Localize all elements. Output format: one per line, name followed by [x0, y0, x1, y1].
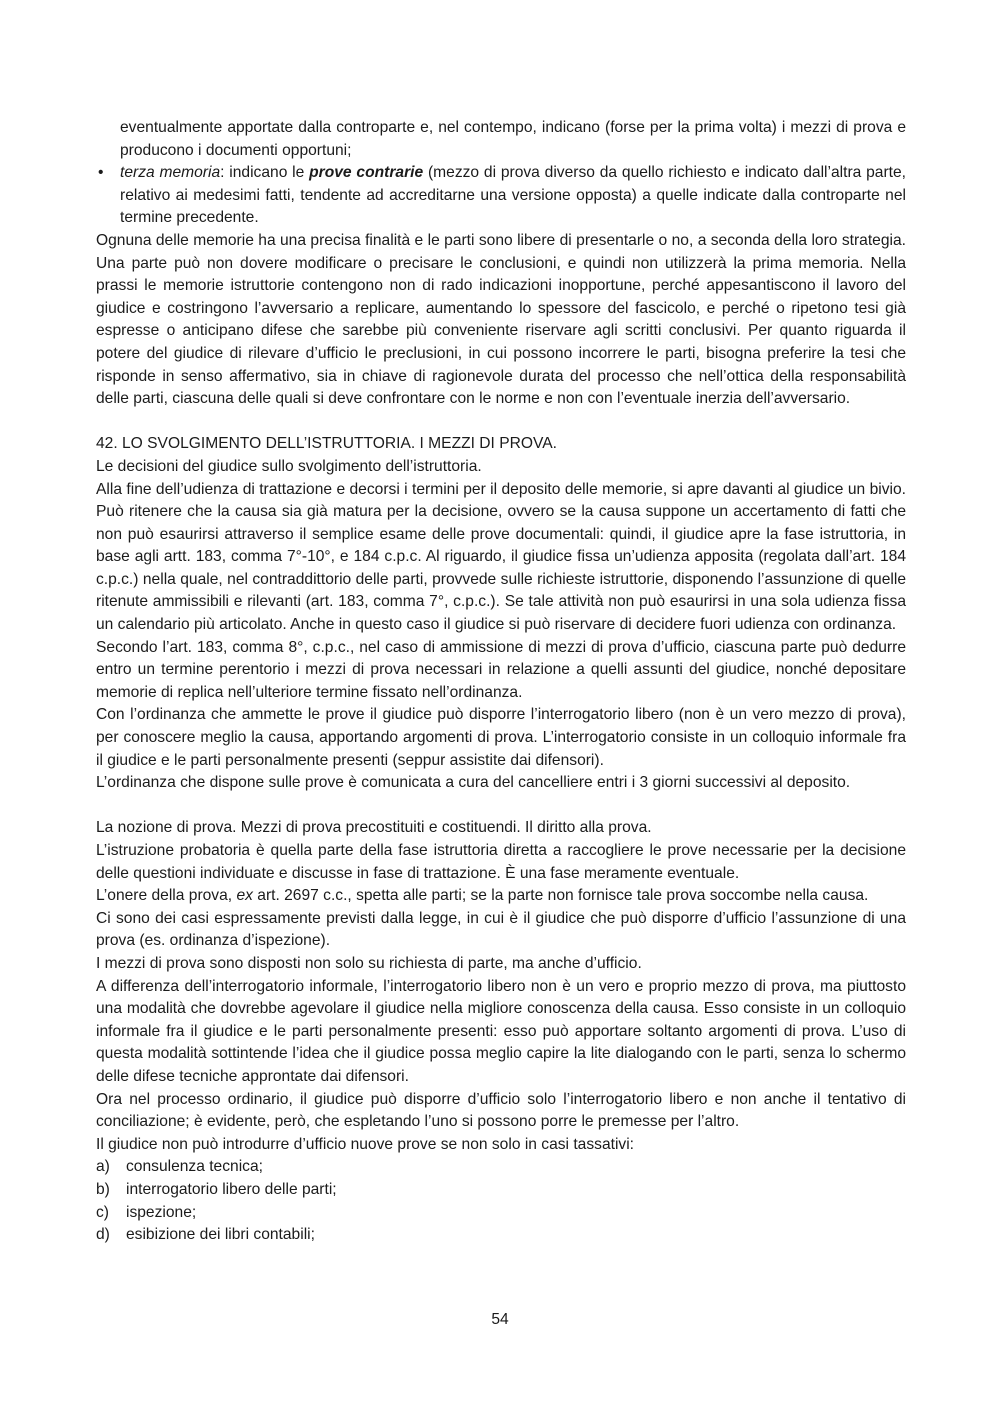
- sub-heading-nozione: La nozione di prova. Mezzi di prova precostituiti e costituendi. Il diritto alla prova.: [96, 819, 652, 837]
- list-text: interrogatorio libero delle parti;: [126, 1180, 337, 1198]
- list-item: [96, 1179, 906, 1202]
- bullet-label: terza memoria: [120, 164, 221, 182]
- onere-italic: ex: [236, 887, 253, 905]
- list-text: consulenza tecnica;: [126, 1158, 263, 1176]
- paragraph-ora: Ora nel processo ordinario, il giudice può disporre d’ufficio solo l’interrogatorio libero e non anche il tentativo di conciliazione; è evidente, però, che espletando l’uno si possono porre le premesse per l’altro.: [96, 1090, 906, 1131]
- bullet-icon: •: [98, 164, 104, 182]
- bullet-text-2: (mezzo di prova diverso da quello richiesto e indicato dall’altra parte, relativo ai medesimi fatti, tendente ad accreditarne una versione opposta) a quelle indicate dalla controparte nel termine precedente.: [120, 164, 907, 227]
- paragraph-onere: [96, 885, 906, 908]
- list-text: ispezione;: [126, 1203, 197, 1221]
- paragraph-differenza: A differenza dell’interrogatorio informale, l’interrogatorio libero non è un vero e proprio mezzo di prova, ma piuttosto una modalità che dovrebbe agevolare il giudice nella migliore conoscenza della causa. Esso consiste in un colloquio informale fra il giudice e le parti personalmente presenti: esso può apportare soltanto argomenti di prova. L’uso di questa modalità sottintende l’idea che il giudice possa meglio capire la lite dialogando con le parti, senza lo schermo delle difese tecniche approntate dai difensori.: [96, 977, 906, 1085]
- list-letter: b): [96, 1180, 110, 1198]
- list-letter: c): [96, 1203, 109, 1221]
- list-text: esibizione dei libri contabili;: [126, 1226, 315, 1244]
- bullet-emphasis: prove contrarie: [309, 164, 424, 182]
- paragraph-memorie: Ognuna delle memorie ha una precisa finalità e le parti sono libere di presentarle o no, a seconda della loro strategia. Una parte può non dovere modificare o precisare le conclusioni, e quindi non utilizzerà la prima memoria. Nella prassi le memorie istruttorie contengono non di rado indicazioni inopportune, perché appesantiscono il lavoro del giudice e costringono l’avversario a replicare, aumentando lo spessore del fascicolo, e perché o ripetono tesi già espresse o anticipano difese che sarebbe più conveniente riservare agli scritti conclusivi. Per quanto riguarda il potere del giudice di rilevare d’ufficio le preclusioni, in cui possono incorrere le parti, bisogna preferire la tesi che risponde in senso affermativo, sia in chiave di ragionevole durata del processo che nell’ottica della responsabilità delle parti, ciascuna delle quali si deve confrontare con le norme e non con l’eventuale inerzia dell’avversario.: [96, 231, 906, 408]
- sub-heading-decisioni: Le decisioni del giudice sullo svolgimento dell’istruttoria.: [96, 457, 482, 475]
- list-item: [96, 1224, 906, 1247]
- section-heading: 42. LO SVOLGIMENTO DELL’ISTRUTTORIA. I MEZZI DI PROVA.: [96, 435, 557, 453]
- paragraph-introdurre: Il giudice non può introdurre d’ufficio nuove prove se non solo in casi tassativi:: [96, 1135, 635, 1153]
- paragraph-comunicata: L’ordinanza che dispone sulle prove è comunicata a cura del cancelliere entri i 3 giorni successivi al deposito.: [96, 774, 851, 792]
- page-body: [96, 117, 906, 1247]
- onere-text-1: L’onere della prova,: [96, 887, 237, 905]
- paragraph-secondo: Secondo l’art. 183, comma 8°, c.p.c., nel caso di ammissione di mezzi di prova d’ufficio, ciascuna parte può dedurre entro un termine perentorio i mezzi di prova necessari in relazione a quelli assunti del giudice, nonché depositare memorie di replica nell’ulteriore termine fissato nell’ordinanza.: [96, 638, 906, 701]
- paragraph-ordinanza: Con l’ordinanza che ammette le prove il giudice può disporre l’interrogatorio libero (non è un vero mezzo di prova), per conoscere meglio la causa, apportando argomenti di prova. L’interrogatorio consiste in un colloquio informale fra il giudice e le parti personalmente presenti (seppur assistite dai difensori).: [96, 706, 906, 769]
- paragraph-fine-udienza: Alla fine dell’udienza di trattazione e decorsi i termini per il deposito delle memorie, si apre davanti al giudice un bivio. Può ritenere che la causa sia già matura per la decisione, ovvero se la causa suppone un accertamento di fatti che non può esaurirsi attraverso il semplice esame delle prove documentali: quindi, il giudice apre la fase istruttoria, in base agli artt. 183, comma 7°-10°, e 184 c.p.c. Al riguardo, il giudice fissa un’udienza apposita (regolata dall’art. 184 c.p.c.) nella quale, nel contraddittorio delle parti, provvede sulle richieste istruttorie, disponendo l’assunzione di quelle ritenute ammissibili e rilevanti (art. 183, comma 7°, c.p.c.). Se tale attività non può esaurirsi in una sola udienza fissa un calendario più articolato. Anche in questo caso il giudice si può riservare di decidere fuori udienza con ordinanza.: [96, 480, 906, 634]
- spacer: [96, 795, 906, 818]
- bullet-terza-memoria: [96, 162, 906, 230]
- paragraph-casi: Ci sono dei casi espressamente previsti dalla legge, in cui è il giudice che può disporre d’ufficio l’assunzione di una prova (es. ordinanza d’ispezione).: [96, 909, 906, 950]
- list-item: [96, 1156, 906, 1179]
- page-number: 54: [491, 1311, 509, 1328]
- continuation-paragraph: eventualmente apportate dalla controparte e, nel contempo, indicano (forse per la prima volta) i mezzi di prova e producono i documenti opportuni;: [120, 119, 906, 159]
- list-letter: d): [96, 1226, 110, 1244]
- spacer: [96, 411, 906, 434]
- onere-text-2: art. 2697 c.c., spetta alle parti; se la parte non fornisce tale prova soccombe nella causa.: [252, 887, 869, 905]
- paragraph-mezzi: I mezzi di prova sono disposti non solo su richiesta di parte, ma anche d’ufficio.: [96, 954, 642, 972]
- bullet-text-1: : indicano le: [220, 164, 310, 182]
- list-item: [96, 1202, 906, 1225]
- paragraph-istruzione: L’istruzione probatoria è quella parte della fase istruttoria diretta a raccogliere le prove necessarie per la decisione delle questioni individuate e discusse in fase di trattazione. È una fase meramente eventuale.: [96, 842, 906, 882]
- list-letter: a): [96, 1158, 110, 1176]
